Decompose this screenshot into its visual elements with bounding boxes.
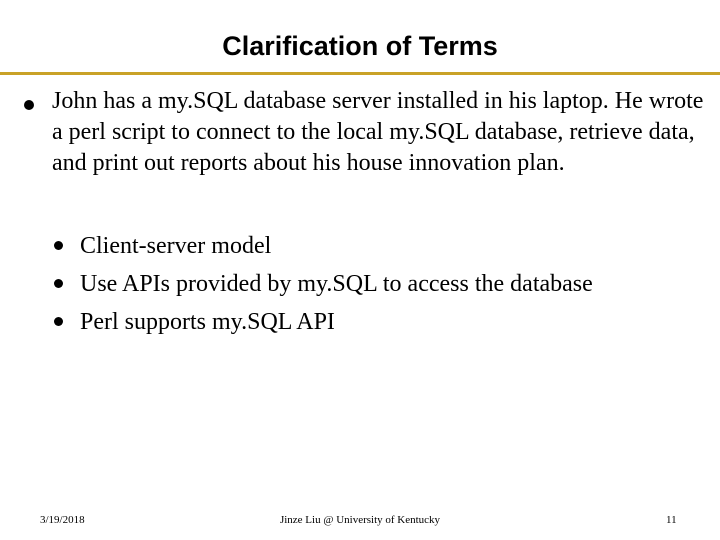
sub-bullet-item bbox=[52, 230, 593, 268]
footer-page-number: 11 bbox=[666, 514, 677, 526]
sub-bullet-item bbox=[52, 268, 593, 306]
title-divider bbox=[0, 72, 720, 75]
footer-date: 3/19/2018 bbox=[40, 514, 85, 526]
footer-author: Jinze Liu @ University of Kentucky bbox=[279, 514, 441, 526]
main-bullet-text: John has a my.SQL database server installed in his laptop. He wrote a perl script to connect to the local my.SQL database, retrieve data, and print out reports about his house innovation plan. bbox=[52, 88, 704, 176]
sub-bullet-text: Perl supports my.SQL API bbox=[80, 309, 335, 335]
sub-bullet-icon bbox=[54, 241, 63, 250]
sub-bullet-icon bbox=[54, 279, 63, 288]
sub-bullet-text: Use APIs provided by my.SQL to access the database bbox=[80, 271, 593, 297]
main-bullet-icon bbox=[24, 100, 34, 110]
sub-bullet-icon bbox=[54, 317, 63, 326]
sub-bullet-text: Client-server model bbox=[80, 233, 272, 259]
slide-title: Clarification of Terms bbox=[222, 31, 498, 61]
sub-bullet-list bbox=[52, 230, 593, 344]
sub-bullet-item bbox=[52, 306, 593, 344]
